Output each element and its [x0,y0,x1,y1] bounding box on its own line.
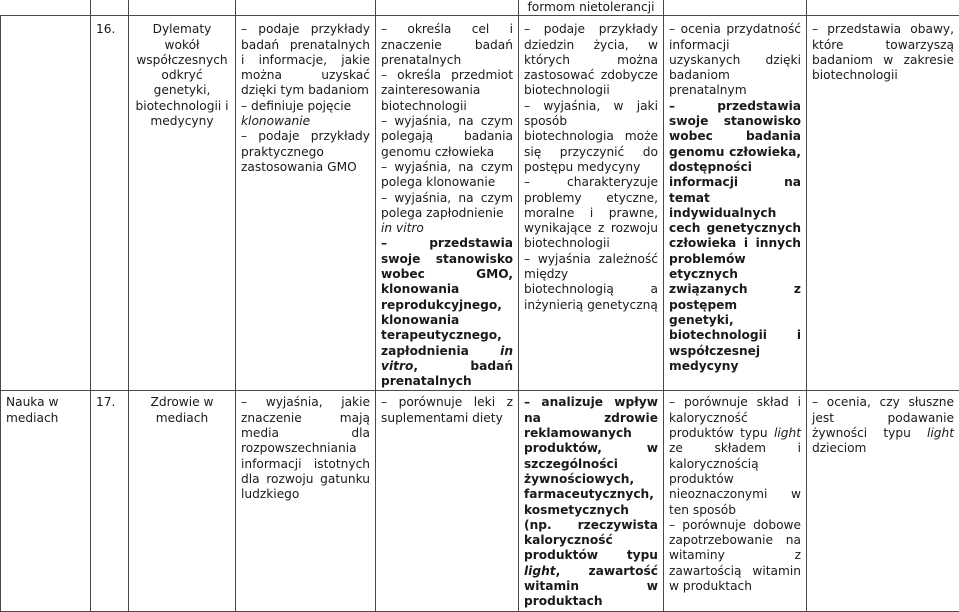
header-fragment-text: formom nietolerancji [519,0,664,16]
lesson-topic: Dylematy wokół współczesnych odkryć genetyki, biotechnologii i medycyny [129,16,236,391]
header-fragment-row [1,0,959,16]
lesson-topic: Zdrowie w mediach [129,391,236,611]
area-cell [1,16,91,391]
lesson-number: 16. [91,16,129,391]
lesson-number: 17. [91,391,129,611]
requirements-extended: – analizuje wpływ na zdrowie reklamowanych produktów, w szczególności żywnościowych, farmaceutycznych, kosmetycznych (np. rzeczywista kaloryczność produktów typu light, zawartość witamin w produktach [519,391,664,611]
table-row [1,16,959,391]
requirements-intermediate: – określa cel i znaczenie badań prenatalnych – określa przedmiot zainteresowania biotechnologii – wyjaśnia, na czym polegają badania genomu człowieka – wyjaśnia, na czym polega klonowanie – wyjaśnia, na czym polega zapłodnienie in vitro – przedstawia swoje stanowisko wobec GMO, klonowania reprodukcyjnego, klonowania terapeutycznego, zapłodnienia in vitro, badań prenatalnych [376,16,519,391]
requirements-basic: – wyjaśnia, jakie znaczenie mają media dla rozpowszechniania informacji istotnych dla rozwoju gatunku ludzkiego [236,391,376,611]
area-cell: Nauka w mediach [1,391,91,611]
requirements-complete: – ocenia przydatność informacji uzyskanych dzięki badaniom prenatalnym – przedstawia swoje stanowisko wobec badania genomu człowieka, dostępności informacji na temat indywidualnych cech genetycznych człowieka i innych problemów etycznych związanych z postępem genetyki, biotechnologii i współczesnej medycyny [664,16,807,391]
table-row [1,391,959,611]
requirements-basic: – podaje przykłady badań prenatalnych i informacje, jakie można uzyskać dzięki tym badaniom – definiuje pojęcie klonowanie – podaje przykłady praktycznego zastosowania GMO [236,16,376,391]
requirements-intermediate: – porównuje leki z suplementami diety [376,391,519,611]
requirements-complete: – porównuje skład i kaloryczność produktów typu light ze składem i kalorycznością produktów nieoznaczonymi w ten sposób – porównuje dobowe zapotrzebowanie na witaminy z zawartością witamin w produktach [664,391,807,611]
requirements-excellent: – przedstawia obawy, które towarzyszą badaniom w zakresie biotechnologii [807,16,959,391]
requirements-extended: – podaje przykłady dziedzin życia, w których można zastosować zdobycze biotechnologii – wyjaśnia, w jaki sposób biotechnologia może się przyczynić do postępu medycyny – charakteryzuje problemy etyczne, moralne i prawne, wynikające z rozwoju biotechnologii – wyjaśnia zależność między biotechnologią a inżynierią genetyczną [519,16,664,391]
requirements-excellent: – ocenia, czy słuszne jest podawanie żywności typu light dzieciom [807,391,959,611]
